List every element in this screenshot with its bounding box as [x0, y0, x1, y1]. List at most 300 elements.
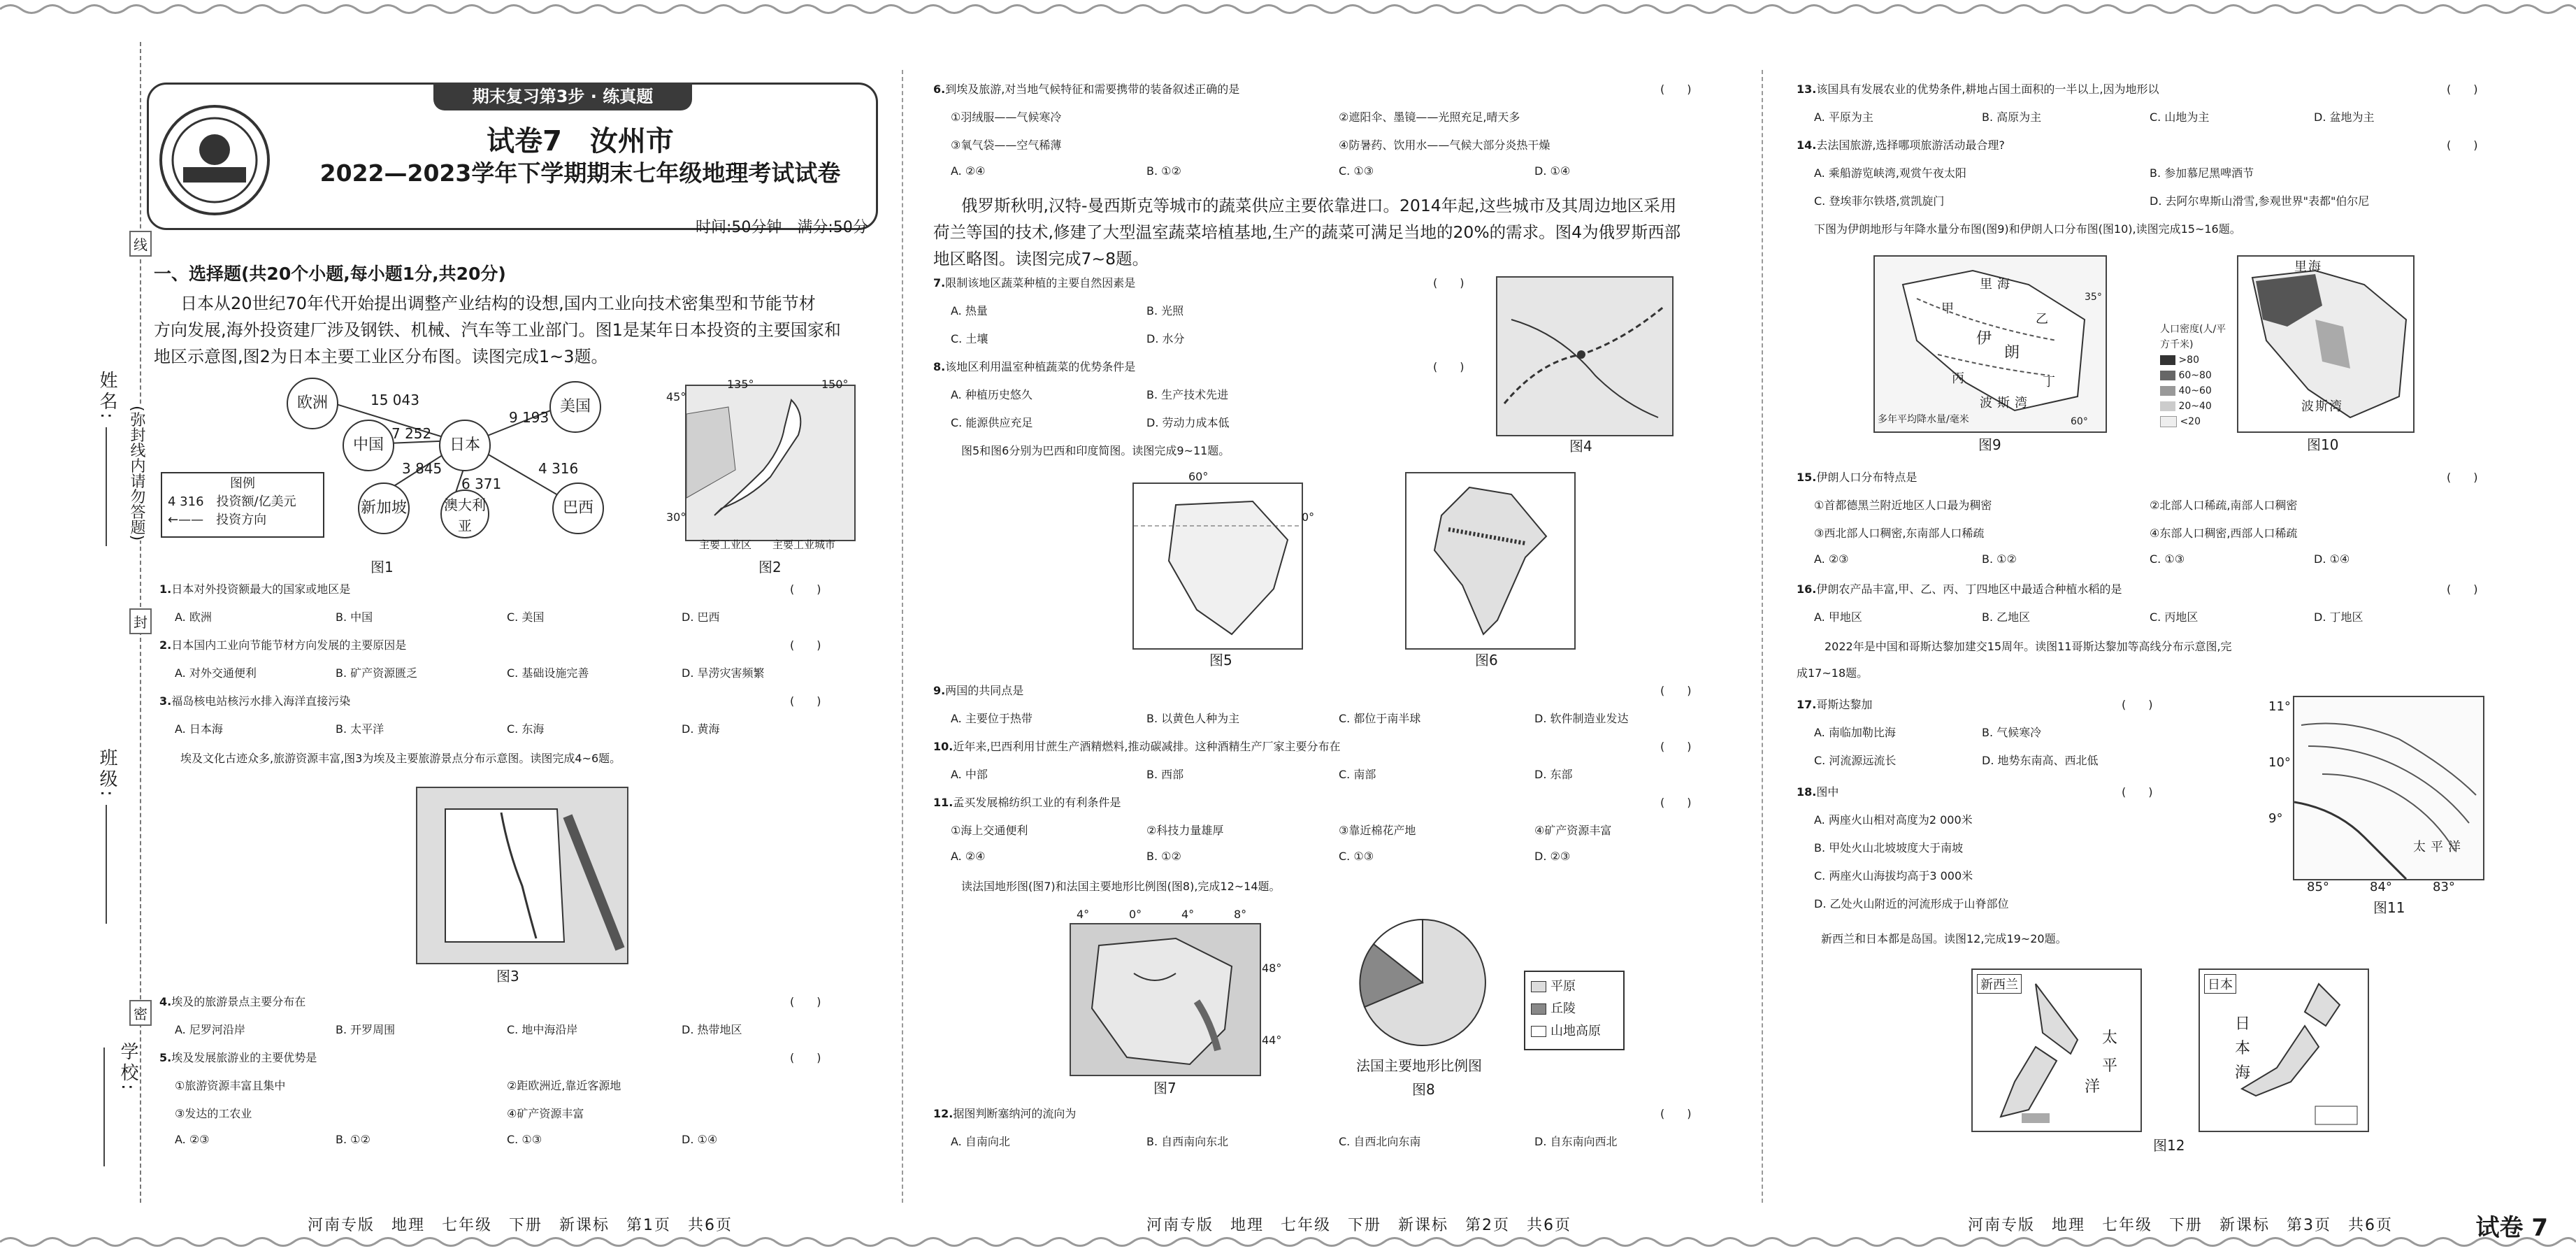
q3-option-d[interactable]: D. 黄海: [682, 722, 720, 736]
fig2-lon-135: 135°: [727, 378, 754, 391]
time-score-meta: 时间:50分钟 满分:50分: [696, 219, 868, 236]
fig11-label-tai: 太: [2413, 840, 2426, 855]
c2-intro-line2: 荷兰等国的技术,修建了大型温室蔬菜培植基地,生产的蔬菜可满足当地的20%的需求。图4为俄罗斯西部: [933, 222, 1681, 242]
fig9-label-li: 里: [1980, 277, 1992, 292]
fig7-lon-4w: 4°: [1077, 908, 1090, 921]
fig3-caption: 图3: [496, 968, 519, 985]
question-6: [933, 80, 1239, 96]
q1-option-d[interactable]: D. 巴西: [682, 610, 720, 624]
question-4: [159, 993, 305, 1009]
q6-item-1: ①羽绒服——气候寒冷: [951, 110, 1062, 124]
fig5-lon-0: 0°: [1302, 510, 1315, 524]
name-field[interactable]: [94, 371, 120, 546]
page3-footer: 河南专版 地理 七年级 下册 新课标 第3页 共6页: [1968, 1217, 2393, 1234]
fig11-lat-11: 11°: [2268, 699, 2291, 714]
q17-stem: 哥斯达黎加: [1816, 698, 1873, 711]
fig10-legend-title: 人口密度(人/平方千米): [2160, 324, 2226, 350]
japan-map-icon: [686, 386, 854, 540]
q14-option-d[interactable]: D. 去阿尔卑斯山滑雪,参观世界"表都"伯尔尼: [2150, 194, 2370, 208]
q15-answer-paren[interactable]: ( ): [2447, 471, 2478, 484]
school-field[interactable]: [94, 1042, 141, 1203]
q2-stem: 日本国内工业向节能节材方向发展的主要原因是: [171, 638, 407, 652]
fig2-lon-150: 150°: [821, 378, 849, 391]
header-band: 期末复习第3步 · 练真题: [433, 83, 692, 110]
q4-number: 4.: [159, 995, 172, 1008]
q12-option-b[interactable]: B. 自西南向东北: [1146, 1135, 1229, 1148]
q10-answer-paren[interactable]: ( ): [1660, 740, 1692, 753]
q16-option-b[interactable]: B. 乙地区: [1982, 610, 2031, 624]
fig9-label-bing: 丙: [1952, 371, 1964, 386]
q14-option-a[interactable]: A. 乘船游览峡湾,观赏午夜太阳: [1814, 166, 1966, 180]
column-divider-2: [1762, 70, 1763, 1203]
q17-number: 17.: [1797, 698, 1817, 711]
publisher-logo: [159, 105, 270, 215]
c2-intro-line1: 俄罗斯秋明,汉特-曼西斯克等城市的蔬菜供应主要依靠进口。2014年起,这些城市及其周边地区采用: [961, 196, 1677, 215]
c3-intro2-line2: 成17~18题。: [1797, 666, 1869, 680]
q17-option-d[interactable]: D. 地势东南高、西北低: [1982, 754, 2099, 767]
q7-option-b[interactable]: B. 光照: [1146, 304, 1184, 317]
question-7: [933, 274, 1135, 290]
class-label: 班级:: [96, 748, 117, 799]
fig4-caption: 图4: [1569, 438, 1592, 455]
q1-number: 1.: [159, 582, 172, 596]
fig5-caption: 图5: [1209, 652, 1232, 669]
q9-option-d[interactable]: D. 软件制造业发达: [1534, 712, 1629, 725]
q5-answer-paren[interactable]: ( ): [790, 1051, 821, 1064]
question-8: [933, 358, 1135, 374]
fig11-lat-9: 9°: [2268, 811, 2283, 826]
fig5-lon-60: 60°: [1188, 470, 1209, 483]
q1-answer-paren[interactable]: ( ): [790, 582, 821, 596]
c2-intro2: 图5和图6分别为巴西和印度简图。读图完成9~11题。: [961, 444, 1230, 457]
q13-option-d[interactable]: D. 盆地为主: [2314, 110, 2375, 124]
fig9-legend: 多年平均降水量/毫米: [1878, 414, 1969, 425]
q11-item-3: ③靠近棉花产地: [1339, 824, 1416, 837]
q4-option-d[interactable]: D. 热带地区: [682, 1023, 742, 1036]
q18-answer-paren[interactable]: ( ): [2122, 785, 2153, 799]
q14-option-c[interactable]: C. 登埃菲尔铁塔,赏凯旋门: [1814, 194, 1945, 208]
q1-option-b[interactable]: B. 中国: [336, 610, 373, 624]
q11-number: 11.: [933, 796, 954, 809]
q1-stem: 日本对外投资额最大的国家或地区是: [171, 582, 351, 596]
q3-option-a[interactable]: A. 日本海: [175, 722, 223, 736]
name-label: 姓名:: [96, 371, 117, 422]
fig10-legend-5-label: <20: [2180, 416, 2201, 427]
paper-subtitle: 2022—2023学年下学期期末七年级地理考试试卷: [319, 159, 841, 187]
q6-option-d[interactable]: D. ①④: [1534, 164, 1571, 178]
seal-note: (弥封线内请勿答题): [126, 406, 147, 541]
c2-intro-line3: 地区略图。读图完成7~8题。: [933, 249, 1149, 269]
q11-option-c[interactable]: C. ①③: [1339, 850, 1374, 863]
q8-answer-paren[interactable]: ( ): [1433, 360, 1465, 373]
q5-item-3: ③发达的工农业: [175, 1107, 252, 1120]
question-16: [1797, 580, 2122, 596]
q5-item-1: ①旅游资源丰富且集中: [175, 1079, 286, 1092]
q9-stem: 两国的共同点是: [945, 684, 1024, 697]
seal-mark-xian: 线: [129, 231, 152, 257]
q15-item-1: ①首都德黑兰附近地区人口最为稠密: [1814, 499, 1992, 512]
q18-number: 18.: [1797, 785, 1817, 799]
fig10-legend-1: [2160, 352, 2230, 368]
q11-answer-paren[interactable]: ( ): [1660, 796, 1692, 809]
c2-intro3: 读法国地形图(图7)和法国主要地形比例图(图8),完成12~14题。: [961, 880, 1281, 893]
q6-option-c[interactable]: C. ①③: [1339, 164, 1374, 178]
q18-option-a[interactable]: A. 两座火山相对高度为2 000米: [1814, 813, 1973, 827]
fig10-caption: 图10: [2307, 436, 2339, 453]
q16-option-a[interactable]: A. 甲地区: [1814, 610, 1862, 624]
fig11-caption: 图11: [2373, 899, 2405, 916]
q9-number: 9.: [933, 684, 946, 697]
q16-stem: 伊朗农产品丰富,甲、乙、丙、丁四地区中最适合种植水稻的是: [1816, 582, 2122, 596]
c3-intro: 下图为伊朗地形与年降水量分布图(图9)和伊朗人口分布图(图10),读图完成15~16题。: [1814, 222, 2241, 236]
question-3: [159, 692, 350, 708]
q17-option-b[interactable]: B. 气候寒冷: [1982, 726, 2042, 739]
q15-option-c[interactable]: C. ①③: [2150, 552, 2185, 566]
q7-number: 7.: [933, 276, 946, 289]
q17-option-c[interactable]: C. 河流源远流长: [1814, 754, 1897, 767]
fig9-label-lang: 朗: [2004, 344, 2020, 362]
brazil-map-icon: [1134, 484, 1302, 648]
fig1-node-china: 中国: [343, 420, 394, 471]
fig1-value-australia: 6 371: [461, 476, 502, 492]
q11-option-d[interactable]: D. ②③: [1534, 850, 1571, 863]
fig1-value-singapore: 3 845: [402, 460, 442, 477]
fig1-value-brazil: 4 316: [538, 460, 579, 477]
q8-option-a[interactable]: A. 种植历史悠久: [951, 388, 1032, 401]
question-12: [933, 1105, 1076, 1121]
q12-answer-paren[interactable]: ( ): [1660, 1107, 1692, 1120]
russia-map-icon: [1497, 278, 1672, 435]
fig10-label-wan: 湾: [2329, 399, 2342, 414]
fig1-legend-title: 图例: [230, 476, 255, 491]
q15-item-3: ③西北部人口稠密,东南部人口稀疏: [1814, 527, 1985, 540]
q15-stem: 伊朗人口分布特点是: [1816, 471, 1917, 484]
q2-number: 2.: [159, 638, 172, 652]
q8-stem: 该地区利用温室种植蔬菜的优势条件是: [945, 360, 1136, 373]
q11-item-4: ④矿产资源丰富: [1534, 824, 1612, 837]
fig10-label-bo: 波: [2301, 399, 2314, 414]
fig8-caption: 图8: [1412, 1081, 1435, 1098]
figure-9-iran-precipitation-map: [1873, 255, 2107, 433]
q8-option-d[interactable]: D. 劳动力成本低: [1146, 416, 1230, 429]
q3-option-c[interactable]: C. 东海: [507, 722, 545, 736]
figure-12-new-zealand-map: [1971, 968, 2142, 1132]
q15-item-4: ④东部人口稠密,西部人口稀疏: [2150, 527, 2298, 540]
question-5: [159, 1049, 317, 1065]
q10-option-a[interactable]: A. 中部: [951, 768, 988, 781]
q4-option-a[interactable]: A. 尼罗河沿岸: [175, 1023, 245, 1036]
fig9-label-si: 斯: [1997, 396, 2010, 410]
q9-answer-paren[interactable]: ( ): [1660, 684, 1692, 697]
q8-option-c[interactable]: C. 能源供应充足: [951, 416, 1033, 429]
fig10-legend-2-label: 60~80: [2178, 370, 2212, 381]
fig10-legend-1-label: >80: [2178, 355, 2199, 366]
india-map-icon: [1406, 473, 1574, 648]
page2-footer: 河南专版 地理 七年级 下册 新课标 第2页 共6页: [1146, 1217, 1571, 1234]
q1-option-c[interactable]: C. 美国: [507, 610, 545, 624]
fig9-label-yi2: 乙: [2036, 312, 2048, 327]
fig11-label-ping: 平: [2431, 840, 2443, 855]
q13-answer-paren[interactable]: ( ): [2447, 83, 2478, 96]
q5-item-2: ②距欧洲近,靠近客源地: [507, 1079, 621, 1092]
fig9-label-yi: 伊: [1976, 330, 1992, 348]
fig10-legend-2: [2160, 368, 2230, 383]
fig10-label-li: 里: [2294, 259, 2307, 274]
q12-option-c[interactable]: C. 自西北向东南: [1339, 1135, 1421, 1148]
fig1-legend-value: 4 316 投资额/亿美元: [168, 494, 296, 509]
q13-option-c[interactable]: C. 山地为主: [2150, 110, 2210, 124]
q16-option-c[interactable]: C. 丙地区: [2150, 610, 2199, 624]
q16-number: 16.: [1797, 582, 1817, 596]
q5-number: 5.: [159, 1051, 172, 1064]
q6-option-b[interactable]: B. ①②: [1146, 164, 1181, 178]
q18-option-c[interactable]: C. 两座火山海拔均高于3 000米: [1814, 869, 1973, 882]
fig1-node-europe: 欧洲: [287, 378, 338, 429]
school-label: 学校:: [117, 1042, 138, 1093]
q6-item-3: ③氧气袋——空气稀薄: [951, 138, 1062, 152]
fig10-legend-3: [2160, 383, 2230, 399]
q14-option-b[interactable]: B. 参加慕尼黑啤酒节: [2150, 166, 2254, 180]
fig11-lon-85: 85°: [2307, 880, 2329, 894]
question-11: [933, 794, 1121, 810]
q10-option-b[interactable]: B. 西部: [1146, 768, 1184, 781]
q1-option-a[interactable]: A. 欧洲: [175, 610, 212, 624]
fig10-legend-3-label: 40~60: [2178, 385, 2212, 396]
binding-strip: [28, 42, 147, 1203]
japan-islands-map-icon: [2200, 970, 2368, 1131]
q9-option-b[interactable]: B. 以黄色人种为主: [1146, 712, 1240, 725]
fig8-legend-mountain-label: 山地高原: [1550, 1024, 1601, 1038]
q6-item-2: ②遮阳伞、墨镜——光照充足,晴天多: [1339, 110, 1520, 124]
fig11-label-yang: 洋: [2448, 840, 2461, 855]
fig2-caption: 图2: [758, 559, 782, 576]
q11-option-b[interactable]: B. ①②: [1146, 850, 1181, 863]
fig10-legend: [2160, 322, 2230, 429]
q12-stem: 据图判断塞纳河的流向为: [953, 1107, 1077, 1120]
figure-8-france-landform-pie: [1356, 916, 1636, 1098]
fig1-node-brazil: 巴西: [552, 482, 604, 534]
fig7-lon-0: 0°: [1129, 908, 1142, 921]
fig9-lon-60: 60°: [2071, 416, 2088, 427]
top-wave-border: [0, 1, 2576, 17]
figure-5-brazil-map: [1132, 482, 1303, 650]
q6-number: 6.: [933, 83, 946, 96]
q5-option-c[interactable]: C. ①③: [507, 1133, 542, 1146]
fig2-lat-30: 30°: [666, 510, 686, 524]
fig1-value-china: 7 252: [391, 425, 432, 442]
fig1-legend-arrow: ←—— 投资方向: [168, 513, 267, 527]
q13-option-b[interactable]: B. 高原为主: [1982, 110, 2042, 124]
figure-4-russia-map: [1496, 276, 1674, 436]
q3-number: 3.: [159, 694, 172, 708]
fig7-lat-44: 44°: [1262, 1034, 1282, 1047]
figure-11-costa-rica-contour-map: [2293, 696, 2484, 880]
column-divider-1: [902, 70, 903, 1203]
seal-mark-feng: 封: [129, 608, 152, 634]
c3-intro3: 新西兰和日本都是岛国。读图12,完成19~20题。: [1821, 932, 2067, 945]
c1-intro-line2: 方向发展,海外投资建厂涉及钢铁、机械、汽车等工业部门。图1是某年日本投资的主要国家和: [154, 320, 841, 340]
q12-option-d[interactable]: D. 自东南向西北: [1534, 1135, 1618, 1148]
q7-option-a[interactable]: A. 热量: [951, 304, 988, 317]
fig10-legend-5: [2160, 414, 2230, 429]
fig11-lon-83: 83°: [2433, 880, 2455, 894]
question-9: [933, 682, 1023, 698]
q11-option-a[interactable]: A. ②④: [951, 850, 986, 863]
q4-option-b[interactable]: B. 开罗周围: [336, 1023, 396, 1036]
seal-mark-mi: 密: [129, 1000, 152, 1026]
q9-option-c[interactable]: C. 都位于南半球: [1339, 712, 1421, 725]
fig1-node-japan: 日本: [439, 420, 491, 471]
q2-option-b[interactable]: B. 矿产资源匮乏: [336, 666, 418, 680]
section-heading: 一、选择题(共20个小题,每小题1分,共20分): [154, 264, 506, 284]
q4-answer-paren[interactable]: ( ): [790, 995, 821, 1008]
fig8-legend-hill-label: 丘陵: [1550, 1001, 1576, 1016]
q2-option-c[interactable]: C. 基础设施完善: [507, 666, 589, 680]
question-14: [1797, 136, 2005, 152]
fig1-node-usa: 美国: [549, 381, 601, 433]
q5-option-d[interactable]: D. ①④: [682, 1133, 718, 1146]
q3-answer-paren[interactable]: ( ): [790, 694, 821, 708]
fig10-label-si: 斯: [2315, 399, 2328, 414]
question-18: [1797, 783, 1839, 799]
c1-intro-line1: 日本从20世纪70年代开始提出调整产业结构的设想,国内工业向技术密集型和节能节材: [180, 294, 816, 313]
fig1-value-usa: 9 193: [509, 409, 549, 426]
q15-item-2: ②北部人口稀疏,南部人口稠密: [2150, 499, 2298, 512]
q4-option-c[interactable]: C. 地中海沿岸: [507, 1023, 578, 1036]
fig12-nz-label-tai: 太: [2102, 1029, 2118, 1047]
c1-intro-line3: 地区示意图,图2为日本主要工业区分布图。读图完成1~3题。: [154, 347, 608, 366]
q9-option-a[interactable]: A. 主要位于热带: [951, 712, 1032, 725]
q6-option-a[interactable]: A. ②④: [951, 164, 986, 178]
fig10-legend-4: [2160, 399, 2230, 414]
c1-intro2: 埃及文化古迹众多,旅游资源丰富,图3为埃及主要旅游景点分布示意图。读图完成4~6题。: [180, 752, 621, 765]
new-zealand-map-icon: [1973, 970, 2140, 1131]
fig9-label-hai: 海: [1997, 277, 2010, 292]
q15-option-b[interactable]: B. ①②: [1982, 552, 2017, 566]
question-2: [159, 636, 406, 652]
q5-item-4: ④矿产资源丰富: [507, 1107, 584, 1120]
q5-option-b[interactable]: B. ①②: [336, 1133, 370, 1146]
q3-stem: 福岛核电站核污水排入海洋直接污染: [171, 694, 351, 708]
q18-option-d[interactable]: D. 乙处火山附近的河流形成于山脊部位: [1814, 897, 2009, 910]
class-field[interactable]: [94, 748, 120, 924]
fig9-label-bo: 波: [1980, 396, 1992, 410]
france-terrain-icon: [1071, 924, 1260, 1075]
figure-6-india-map: [1405, 472, 1576, 650]
q12-number: 12.: [933, 1107, 954, 1120]
q10-stem: 近年来,巴西利用甘蔗生产酒精燃料,推动碳减排。这种酒精生产厂家主要分布在: [953, 740, 1341, 753]
fig8-title: 法国主要地形比例图: [1356, 1057, 1482, 1074]
q7-option-c[interactable]: C. 土壤: [951, 332, 988, 345]
q13-number: 13.: [1797, 83, 1817, 96]
fig1-value-europe: 15 043: [370, 392, 419, 408]
fig12-jp-label-ben: 本: [2235, 1040, 2251, 1057]
q5-option-a[interactable]: A. ②③: [175, 1133, 210, 1146]
q13-stem: 该国具有发展农业的优势条件,耕地占国土面积的一半以上,因为地形以: [1816, 83, 2159, 96]
fig9-label-jia: 甲: [1941, 301, 1954, 316]
fig9-label-wan: 湾: [2015, 396, 2027, 410]
fig12-jp-title: 日本: [2204, 974, 2236, 994]
c3-intro2-line1: 2022年是中国和哥斯达黎加建交15周年。读图11哥斯达黎加等高线分布示意图,完: [1825, 640, 2232, 653]
q6-item-4: ④防暑药、饮用水——气候大部分炎热干燥: [1339, 138, 1550, 152]
fig2-legend: 主要工业区 主要工业城市: [699, 538, 836, 551]
q17-answer-paren[interactable]: ( ): [2122, 698, 2153, 711]
fig1-legend: [161, 472, 324, 538]
fig9-lat-35: 35°: [2085, 292, 2102, 303]
fig12-caption: 图12: [2153, 1137, 2185, 1154]
fig10-label-hai: 海: [2308, 259, 2321, 274]
landform-pie-chart: [1356, 916, 1489, 1049]
q7-option-d[interactable]: D. 水分: [1146, 332, 1185, 345]
egypt-map-icon: [417, 788, 627, 963]
q17-option-a[interactable]: A. 南临加勒比海: [1814, 726, 1896, 739]
fig12-nz-label-yang: 洋: [2085, 1078, 2101, 1096]
q14-stem: 去法国旅游,选择哪项旅游活动最合理?: [1816, 138, 2005, 152]
figure-1-investment-diagram: [161, 378, 608, 552]
bottom-wave-border: [0, 1234, 2576, 1250]
figure-10-iran-population-map: [2160, 255, 2426, 434]
fig1-caption: 图1: [370, 559, 394, 576]
q14-number: 14.: [1797, 138, 1817, 152]
page1-footer: 河南专版 地理 七年级 下册 新课标 第1页 共6页: [308, 1217, 733, 1234]
q11-item-1: ①海上交通便利: [951, 824, 1028, 837]
q2-option-a[interactable]: A. 对外交通便利: [175, 666, 257, 680]
q6-stem: 到埃及旅游,对当地气候特征和需要携带的装备叙述正确的是: [945, 83, 1240, 96]
figure-7-france-terrain-map: [1070, 923, 1261, 1076]
fig8-legend: [1524, 971, 1625, 1050]
logo-emblem-icon: [162, 108, 267, 213]
q12-option-a[interactable]: A. 自南向北: [951, 1135, 1010, 1148]
fig11-lon-84: 84°: [2370, 880, 2392, 894]
q10-option-c[interactable]: C. 南部: [1339, 768, 1376, 781]
q8-number: 8.: [933, 360, 946, 373]
question-17: [1797, 696, 1872, 712]
q3-option-b[interactable]: B. 太平洋: [336, 722, 384, 736]
q2-answer-paren[interactable]: ( ): [790, 638, 821, 652]
fig8-legend-mountain: [1531, 1021, 1618, 1039]
fig10-map: [2237, 255, 2415, 433]
q10-option-d[interactable]: D. 东部: [1534, 768, 1573, 781]
q2-option-d[interactable]: D. 旱涝灾害频繁: [682, 666, 765, 680]
q8-option-b[interactable]: B. 生产技术先进: [1146, 388, 1229, 401]
q18-option-b[interactable]: B. 甲处火山北坡坡度大于南坡: [1814, 841, 1964, 855]
q13-option-a[interactable]: A. 平原为主: [1814, 110, 1873, 124]
q16-option-d[interactable]: D. 丁地区: [2314, 610, 2363, 624]
question-13: [1797, 80, 2159, 96]
q7-answer-paren[interactable]: ( ): [1433, 276, 1465, 289]
q14-answer-paren[interactable]: ( ): [2447, 138, 2478, 152]
question-10: [933, 738, 1341, 754]
q15-option-a[interactable]: A. ②③: [1814, 552, 1849, 566]
fig11-lat-10: 10°: [2268, 755, 2291, 770]
fig7-lon-4e: 4°: [1181, 908, 1195, 921]
fig12-nz-title: 新西兰: [1977, 974, 2022, 994]
q15-option-d[interactable]: D. ①④: [2314, 552, 2350, 566]
q11-item-2: ②科技力量雄厚: [1146, 824, 1224, 837]
question-15: [1797, 469, 1917, 485]
fig9-label-ding: 丁: [2043, 375, 2055, 389]
fig8-legend-hill: [1531, 999, 1618, 1017]
fig12-jp-label-ri: 日: [2235, 1015, 2251, 1033]
fig8-legend-plain: [1531, 976, 1618, 994]
fig1-node-singapore: 新加坡: [358, 482, 410, 534]
paper-title: 试卷7 汝州市: [487, 125, 674, 157]
figure-12-japan-map: [2199, 968, 2369, 1132]
q6-answer-paren[interactable]: ( ): [1660, 83, 1692, 96]
q16-answer-paren[interactable]: ( ): [2447, 582, 2478, 596]
fig10-legend-4-label: 20~40: [2178, 401, 2212, 412]
figure-3-egypt-map: [416, 787, 628, 964]
